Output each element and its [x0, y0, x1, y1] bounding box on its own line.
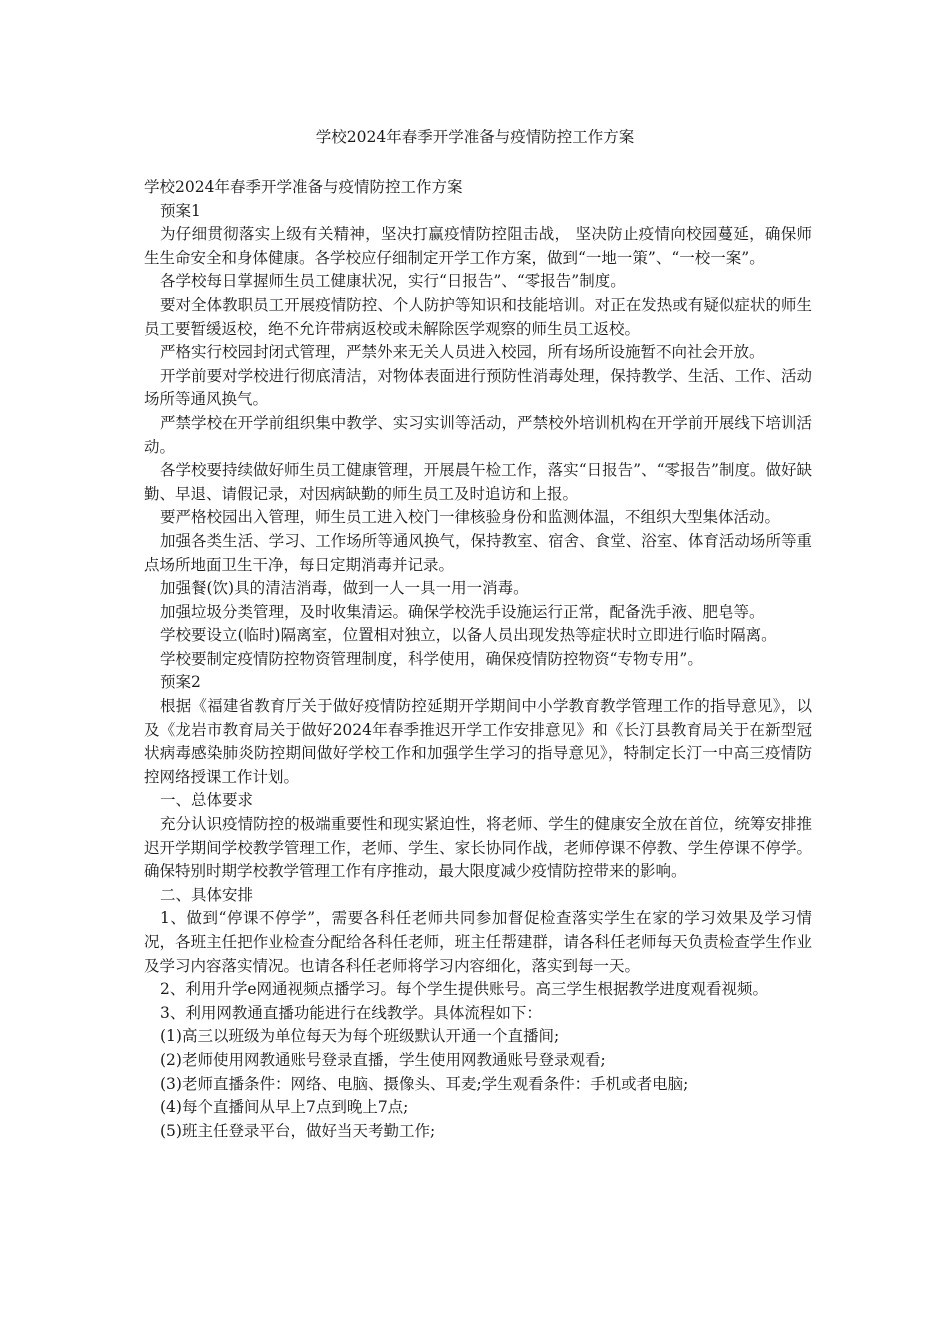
- plan-1-heading: 预案1: [160, 201, 201, 220]
- paragraph: 加强垃圾分类管理，及时收集清运。确保学校洗手设施运行正常，配备洗手液、肥皂等。: [160, 602, 765, 621]
- paragraph: 严禁学校在开学前组织集中教学、实习实训等活动，严禁校外培训机构在开学前开展线下培训活动。: [144, 413, 812, 456]
- paragraph: 根据《福建省教育厅关于做好疫情防控延期开学期间中小学教育教学管理工作的指导意见》，以及《龙岩市教育局关于做好2024年春季推迟开学工作安排意见》和《长汀县教育局关于在新型冠状病毒感染肺炎防控期间做好学校工作和加强学生学习的指导意见》，特制定长汀一中高三疫情防控网络授课工作计划。: [144, 697, 812, 786]
- list-item: (4)每个直播间从早上7点到晚上7点;: [160, 1098, 409, 1117]
- paragraph: 为仔细贯彻落实上级有关精神，坚决打赢疫情防控阻击战， 坚决防止疫情向校园蔓延，确保师生生命安全和身体健康。各学校应仔细制定开学工作方案，做到“一地一策”、“一校一案”。: [144, 225, 812, 267]
- section-heading: 一、总体要求: [160, 791, 254, 810]
- paragraph: 严格实行校园封闭式管理，严禁外来无关人员进入校园，所有场所设施暂不向社会开放。: [160, 343, 765, 362]
- document-body: [144, 176, 812, 1143]
- paragraph: 要严格校园出入管理，师生员工进入校门一律核验身份和监测体温，不组织大型集体活动。: [160, 508, 781, 527]
- list-item: (3)老师直播条件：网络、电脑、摄像头、耳麦;学生观看条件：手机或者电脑;: [160, 1074, 689, 1093]
- list-item: (1)高三以班级为单位每天为每个班级默认开通一个直播间;: [160, 1027, 560, 1046]
- paragraph: 加强餐(饮)具的清洁消毒，做到一人一具一用一消毒。: [160, 579, 529, 598]
- paragraph: 开学前要对学校进行彻底清洁，对物体表面进行预防性消毒处理，保持教学、生活、工作、活动场所等通风换气。: [144, 366, 812, 409]
- paragraph: 加强各类生活、学习、工作场所等通风换气，保持教室、宿舍、食堂、浴室、体育活动场所等重点场所地面卫生干净，每日定期消毒并记录。: [144, 531, 812, 574]
- paragraph: 充分认识疫情防控的极端重要性和现实紧迫性，将老师、学生的健康安全放在首位，统筹安排推迟开学期间学校教学管理工作，老师、学生、家长协同作战，老师停课不停教、学生停课不停学。确保特别时期学校教学管理工作有序推动，最大限度减少疫情防控带来的影响。: [144, 815, 812, 881]
- document-title: 学校2024年春季开学准备与疫情防控工作方案: [315, 128, 635, 146]
- paragraph: 要对全体教职员工开展疫情防控、个人防护等知识和技能培训。对正在发热或有疑似症状的师生员工要暂缓返校，绝不允许带病返校或未解除医学观察的师生员工返校。: [144, 295, 812, 338]
- list-item: (2)老师使用网教通账号登录直播，学生使用网教通账号登录观看;: [160, 1050, 606, 1069]
- section-heading: 二、具体安排: [160, 885, 254, 904]
- paragraph: 2、利用升学e网通视频点播学习。每个学生提供账号。高三学生根据教学进度观看视频。: [160, 980, 769, 999]
- paragraph: 1、做到“停课不停学”，需要各科任老师共同参加督促检查落实学生在家的学习效果及学习情况，各班主任把作业检查分配给各科任老师，班主任帮建群，请各科任老师每天负责检查学生作业及学习内容落实情况。也请各科任老师将学习内容细化，落实到每一天。: [144, 909, 812, 975]
- paragraph: 各学校要持续做好师生员工健康管理，开展晨午检工作，落实“日报告”、“零报告”制度。做好缺勤、早退、请假记录，对因病缺勤的师生员工及时追访和上报。: [144, 461, 812, 503]
- plan-2-heading: 预案2: [160, 673, 201, 692]
- list-item: (5)班主任登录平台，做好当天考勤工作;: [160, 1121, 436, 1140]
- paragraph: 各学校每日掌握师生员工健康状况，实行“日报告”、“零报告”制度。: [160, 272, 626, 291]
- paragraph-heading: 学校2024年春季开学准备与疫情防控工作方案: [144, 178, 463, 196]
- paragraph: 学校要设立(临时)隔离室，位置相对独立，以备人员出现发热等症状时立即进行临时隔离。: [160, 626, 777, 645]
- paragraph: 学校要制定疫情防控物资管理制度，科学使用，确保疫情防控物资“专物专用”。: [160, 649, 703, 668]
- paragraph: 3、利用网教通直播功能进行在线教学。具体流程如下：: [160, 1003, 542, 1022]
